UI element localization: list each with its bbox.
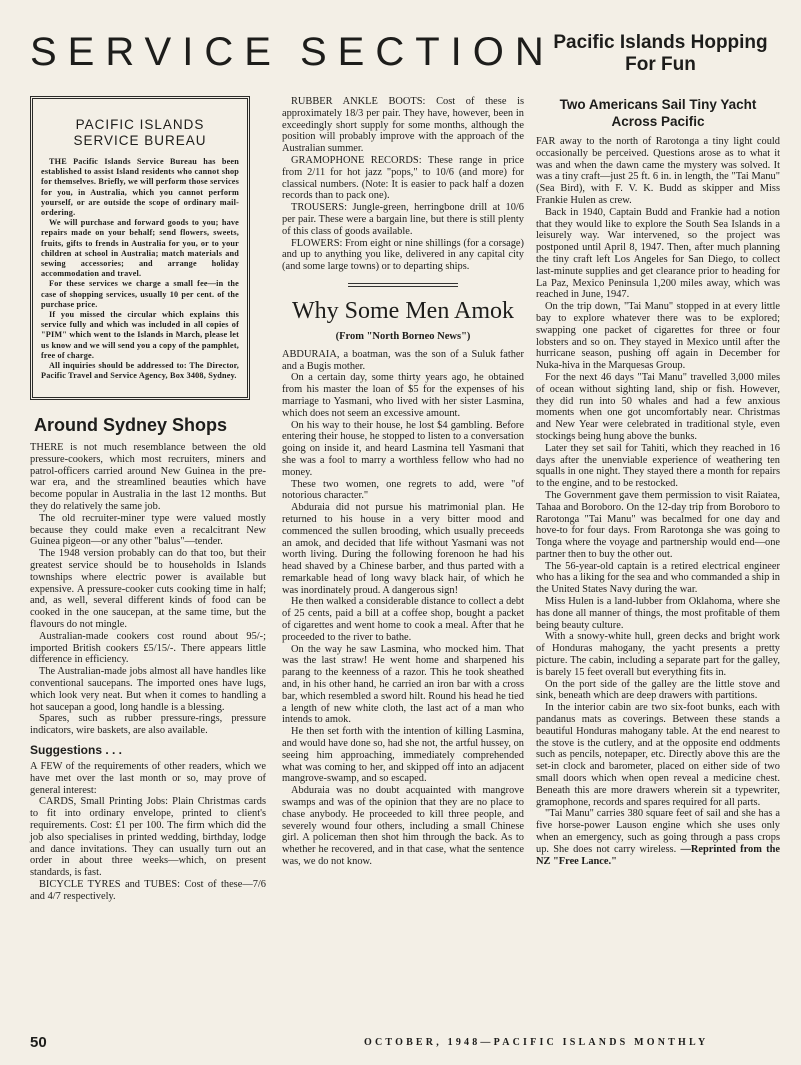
amok-paragraph: On a certain day, some thirty years ago, he obtained from his master the loan of $5 for the expenses of his marriage to Yasmani, who lived with her sister Lasmina, which does not seem an excessive amount. — [282, 372, 524, 419]
page-footer — [0, 1034, 801, 1056]
column-2 — [282, 96, 524, 868]
amok-paragraph: On the way he saw Lasmina, who mocked him. That was the last straw! He went home and sharpened his parang to the keenness of a razor. This he took sheathed and, in his other hand, he carried an iron bar with a cross bar, which resembled a sword hilt. Round his head he tied a length of new white cloth, the last act of a man who intends to amok. — [282, 643, 524, 726]
amok-paragraph: He then set forth with the intention of killing Lasmina, and would have done so, had she not, the artful hussey, on seeing him approaching, immediately comprehended what was coming to her, and skipped off into an adjacent mangrove-swamp, and so escaped. — [282, 726, 524, 785]
yacht-paragraph: For the next 46 days "Tai Manu" travelled 3,000 miles of ocean without sighting land, ship or fish. However, they did run into 50 whales and had a few anxious moments when one got uncomfortably near. Christmas and New Year were celebrated in traditional style, even stockings being hung above the bunks. — [536, 371, 780, 442]
page-header — [0, 22, 801, 94]
service-bureau-contact: All inquiries should be addressed to: The Director, Pacific Travel and Service Agency, Box 3408, Sydney. — [41, 361, 239, 381]
column-1 — [30, 96, 266, 902]
yacht-paragraph: The 56-year-old captain is a retired electrical engineer who has a liking for the sea and who commanded a ship in the United States Navy during the war. — [536, 560, 780, 596]
amok-paragraph: ABDURAIA, a boatman, was the son of a Suluk father and a Bugis mother. — [282, 348, 524, 372]
sydney-shops-title: Around Sydney Shops — [34, 415, 228, 435]
suggestions-title: Suggestions . . . — [30, 742, 123, 757]
suggestions-paragraph: CARDS, Small Printing Jobs: Plain Christmas cards to fit into ordinary envelope, printed to client's requirements. Cost: £1 per 100. The firm which did the job also specialises in printed wedding, birthday, lodge and dance invitations. They can usually turn out an order in about three weeks—which, on present standards, is fast. — [30, 796, 266, 879]
header-section: SECTION — [300, 30, 555, 74]
yacht-paragraph: In the interior cabin are two six-foot bunks, each with pandanus mats as coverings. Between these stands a beautiful Honduras mahogany table. At the end nearest to the stove is the cutlery, and at the opposite end oddments such as pencils, notepaper, etc. Directly above this are the set-in clock and barometer, placed on either side of two small doors which when open reveal a medicine chest. Beneath this are more drawers wherein sit a typewriter, gramophone, records and spares required for all parts. — [536, 702, 780, 808]
yacht-paragraph: Miss Hulen is a land-lubber from Oklahoma, where she has done all manner of things, the most profitable of them being beauty culture. — [536, 596, 780, 631]
header-article-title: Pacific Islands Hopping For Fun — [553, 32, 768, 75]
service-bureau-fee: For these services we charge a small fee—in the case of shopping services, usually 10 per cent. of the purchase price. — [41, 279, 239, 309]
amok-paragraph: He then walked a considerable distance to collect a debt of 25 cents, paid a bill at a coffee shop, bought a packet of cigarettes and went home to cook a meal. After that he proceeded to the river to bathe. — [282, 596, 524, 643]
yacht-article-title: Two Americans Sail Tiny Yacht Across Pacific — [559, 97, 757, 129]
suggestions-paragraph: BICYCLE TYRES and TUBES: Cost of these—7/6 and 4/7 respectively. — [30, 878, 266, 902]
sydney-paragraph: THERE is not much resemblance between the old pressure-cookers, which most recruiters, miners and patrol-officers carried around New Guinea in the pre-war era, and the streamlined beauties which have become popular in Australia in the last 12 months. But they do relatively the same job. — [30, 442, 266, 512]
suggestions-paragraph: TROUSERS: Jungle-green, herringbone drill at 10/6 per pair. These were a bargain line, but there is still plenty of this class of goods available. — [282, 202, 524, 237]
footer-issue-line: OCTOBER, 1948—PACIFIC ISLANDS MONTHLY — [364, 1037, 709, 1048]
amok-paragraph: Abduraia was no doubt acquainted with mangrove swamps and was of the opinion that they are no place to chase anybody. He proceeded to kill three people, and severely wound four others, including a small Chinese girl. A policeman then shot him through the back. As to whether he recovered, and in that case, what the sentence was, we do not know. — [282, 785, 524, 868]
yacht-paragraph: With a snowy-white hull, green decks and bright work of Honduras mahogany, the yacht presents a pretty picture. The cabin, including a separate part for the galley, is barely 15 feet overall but everything fits in. — [536, 631, 780, 678]
sydney-paragraph: The old recruiter-miner type were valued mostly because they could make even a recalcitrant New Guinea pigeon—or any other "balus"—tender. — [30, 512, 266, 548]
header-service: SERVICE — [30, 30, 282, 74]
amok-paragraph: On his way to their house, he lost $4 gambling. Before entering their house, he stopped to listen to a conversation going on inside it, and heard Lasmina tell Yasmani that she was a fool to marry a worthless fellow who had no money. — [282, 419, 524, 478]
amok-paragraph: Abduraia did not pursue his matrimonial plan. He returned to his house in a very bitter mood and commenced the sullen brooding, which usually preceeds an amok, and decided that life without Yasmani was not worth living. During the following forenoon he had his head shaved by a Chinese barber, and thus parted with a remarkable head of long wavy black hair, of which he was inordinately proud. A dangerous sign! — [282, 502, 524, 596]
yacht-paragraph: FAR away to the north of Rarotonga a tiny light could occasionally be perceived. Questions arose as to what it was and when the dawn came the mystery was solved. It was a tiny craft—just 25 ft. 6 in. in length, the "Tai Manu" (Sea Bird), with F. V. K. Budd as skipper and Miss Frankie Hulen as crew. — [536, 136, 780, 206]
sydney-paragraph: The 1948 version probably can do that too, but their greatest service should be to households in Islands townships where electric power is available but expensive. A pressure-cooker cuts cooking time in half; and, as well, several different kinds of food can be cooked in the one saucepan, at the same time, but the flavours do not mingle. — [30, 548, 266, 630]
suggestions-paragraph: FLOWERS: From eight or nine shillings (for a corsage) and up to anything you like, delivered in any capital city (and some large towns) or to departing ships. — [282, 237, 524, 273]
amok-source: (From "North Borneo News") — [335, 330, 471, 342]
sydney-paragraph: Australian-made cookers cost round about 95/-; imported British cookers £5/15/-. There appears little difference in efficiency. — [30, 630, 266, 666]
section-divider — [348, 283, 458, 287]
yacht-paragraph: On the trip down, "Tai Manu" stopped in at every little bay to explore whatever there was to be explored; swapping one packet of cigarettes for three or four lobsters and so on. They stayed in Mexico until after the hurricane season, pushing off again in December for Nuka-hiva in the Marquesas Group. — [536, 301, 780, 372]
service-bureau-title: PACIFIC ISLANDS SERVICE BUREAU — [73, 117, 207, 148]
amok-paragraph: These two women, one regrets to add, were "of notorious character." — [282, 478, 524, 502]
suggestions-paragraph: A FEW of the requirements of other readers, which we have met over the last month or so, may prove of general interest: — [30, 760, 266, 796]
yacht-paragraph: Back in 1940, Captain Budd and Frankie had a notion that they would like to explore the South Sea Islands in a leisurely way. War intervened, so the project was postponed until April 8, 1947. Then, after much planning the tiny craft left Los Angeles for San Diego, to collect last-minute supplies and get clearance prior to heading for La Paz, Mexico Peninsula 1,200 miles away, which was reached in June, 1947. — [536, 206, 780, 301]
sydney-paragraph: The Australian-made jobs almost all have handles like conventional saucepans. The imported ones have lugs, which look very neat. But when it comes to handling a hot saucepan a good, long handle is a blessing. — [30, 666, 266, 713]
amok-title: Why Some Men Amok — [292, 297, 514, 324]
suggestions-paragraph: RUBBER ANKLE BOOTS: Cost of these is approximately 18/3 per pair. They have, however, been in exceedingly short supply for some months, although the position will probably improve with the approach of the Australian summer. — [282, 96, 524, 155]
yacht-paragraph: Later they set sail for Tahiti, which they reached in 16 days after the unenviable experience of weathering ten squalls in one night. They stayed there a month for repairs to the engine, and to be restocked. — [536, 442, 780, 490]
column-3 — [536, 96, 780, 867]
page-number: 50 — [30, 1034, 47, 1051]
suggestions-paragraph: GRAMOPHONE RECORDS: These range in price from 2/11 for hot jazz "pops," to 10/6 (and more) for classical numbers. (Note: It is easier to pack half a dozen records than to pack one). — [282, 154, 524, 202]
yacht-paragraph: The Government gave them permission to visit Raiatea, Tahaa and Boroboro. On the 12-day trip from Boroboro to Rarotonga "Tai Manu" was becalmed for one day and hove-to for four days. From Rarotonga she was going to Tonga where the voyage and partnership would end—one partner then to buy the other out. — [536, 489, 780, 560]
service-bureau-intro: THE Pacific Islands Service Bureau has been established to assist Island residents who cannot shop for themselves. Briefly, we will perform those services for you, in Australia, which you cannot perform yourself, or are outside the scope of ordinary mail-ordering. — [41, 157, 239, 218]
yacht-paragraph — [536, 808, 780, 867]
reprint-credit: —Reprinted from the NZ "Free Lance." — [536, 843, 780, 867]
service-bureau-circular: If you missed the circular which explains this service fully and which was included in all copies of "PIM" which went to the Islands in March, please let us know and we will send you a copy of the pamphlet, free of charge. — [41, 310, 239, 360]
yacht-paragraph-text: "Tai Manu" carries 380 square feet of sail and she has a five horse-power Lauson engine which she uses only when an emergency, such as going through a pass crops up. She does not carry wireless. — [536, 808, 780, 855]
service-bureau-services: We will purchase and forward goods to you; have repairs made on your behalf; send flowers, sweets, fruits, gifts to frends in Australia for you, or to your children at school in Australia; match materials and sewing accessories; and arrange holiday accommodation and travel. — [41, 218, 239, 279]
yacht-paragraph: On the port side of the galley are the little stove and sink, beneath which are deep drawers with partitions. — [536, 678, 780, 702]
sydney-paragraph: Spares, such as rubber pressure-rings, pressure indicators, wire baskets, are also available. — [30, 713, 266, 737]
service-bureau-box — [30, 96, 250, 400]
